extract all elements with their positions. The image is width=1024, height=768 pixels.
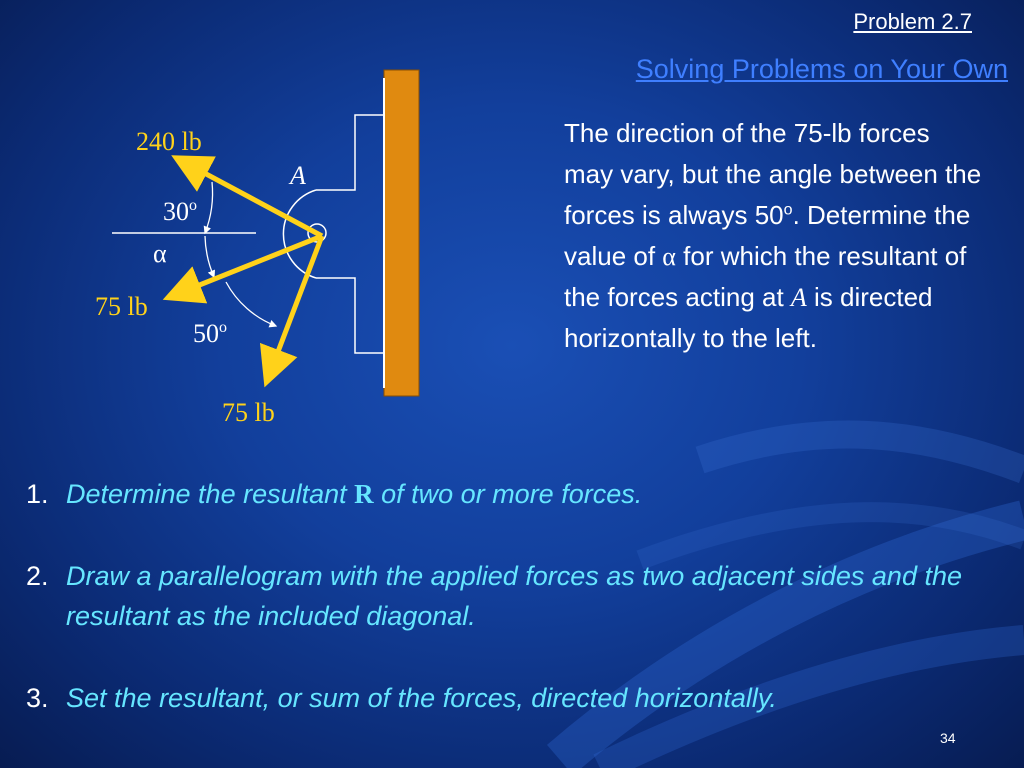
- step-text: Set the resultant, or sum of the forces, directed horizontally.: [66, 683, 777, 713]
- force-75-b-arrow: [268, 236, 322, 378]
- force-75-a-label: 75 lb: [95, 292, 148, 321]
- angle-50-label: [193, 319, 227, 348]
- problem-statement: [564, 113, 984, 359]
- solution-steps: [26, 474, 1006, 760]
- angle-arc-50: [226, 282, 276, 326]
- section-title-link[interactable]: Solving Problems on Your Own: [635, 54, 1008, 84]
- angle-arc-alpha: [205, 236, 214, 277]
- problem-label: Problem 2.7: [853, 9, 972, 34]
- statement-part4: is directed horizontally to the left.: [564, 282, 933, 353]
- angle-50-value: 50: [193, 319, 219, 348]
- step-number: 3.: [26, 683, 49, 713]
- angle-arc-30: [205, 182, 213, 233]
- resultant-symbol: R: [354, 479, 374, 509]
- force-diagram: [0, 0, 560, 460]
- angle-30-value: 30: [163, 197, 189, 226]
- step-number: 1.: [26, 479, 49, 509]
- statement-part3: for which the resultant of the forces acting at: [564, 241, 967, 312]
- page-number: 34: [940, 730, 956, 746]
- alpha-symbol: α: [662, 242, 676, 271]
- wall: [384, 70, 419, 396]
- step-text: Draw a parallelogram with the applied forces as two adjacent sides and the resultant as the included diagonal.: [66, 561, 962, 631]
- angle-50-degree: o: [219, 319, 227, 336]
- force-75-a-arrow: [172, 236, 322, 296]
- step-number: 2.: [26, 561, 49, 591]
- statement-part1: The direction of the 75-lb forces may vary, but the angle between the forces is always 50: [564, 118, 982, 230]
- point-a-ref: A: [790, 283, 807, 312]
- step-item: [26, 474, 1006, 514]
- step-text: Determine the resultant R of two or more forces.: [66, 479, 643, 509]
- step-item: [26, 556, 1006, 636]
- step-item: [26, 678, 1006, 718]
- force-75-b-label: 75 lb: [222, 398, 275, 427]
- force-240-label: 240 lb: [136, 127, 202, 156]
- bracket: [283, 115, 383, 353]
- angle-30-label: [163, 197, 197, 226]
- degree-symbol: o: [783, 201, 793, 219]
- statement-part2: . Determine the value of: [564, 200, 971, 271]
- alpha-label: α: [153, 239, 167, 268]
- point-a-label: A: [290, 161, 306, 190]
- angle-30-degree: o: [189, 197, 197, 214]
